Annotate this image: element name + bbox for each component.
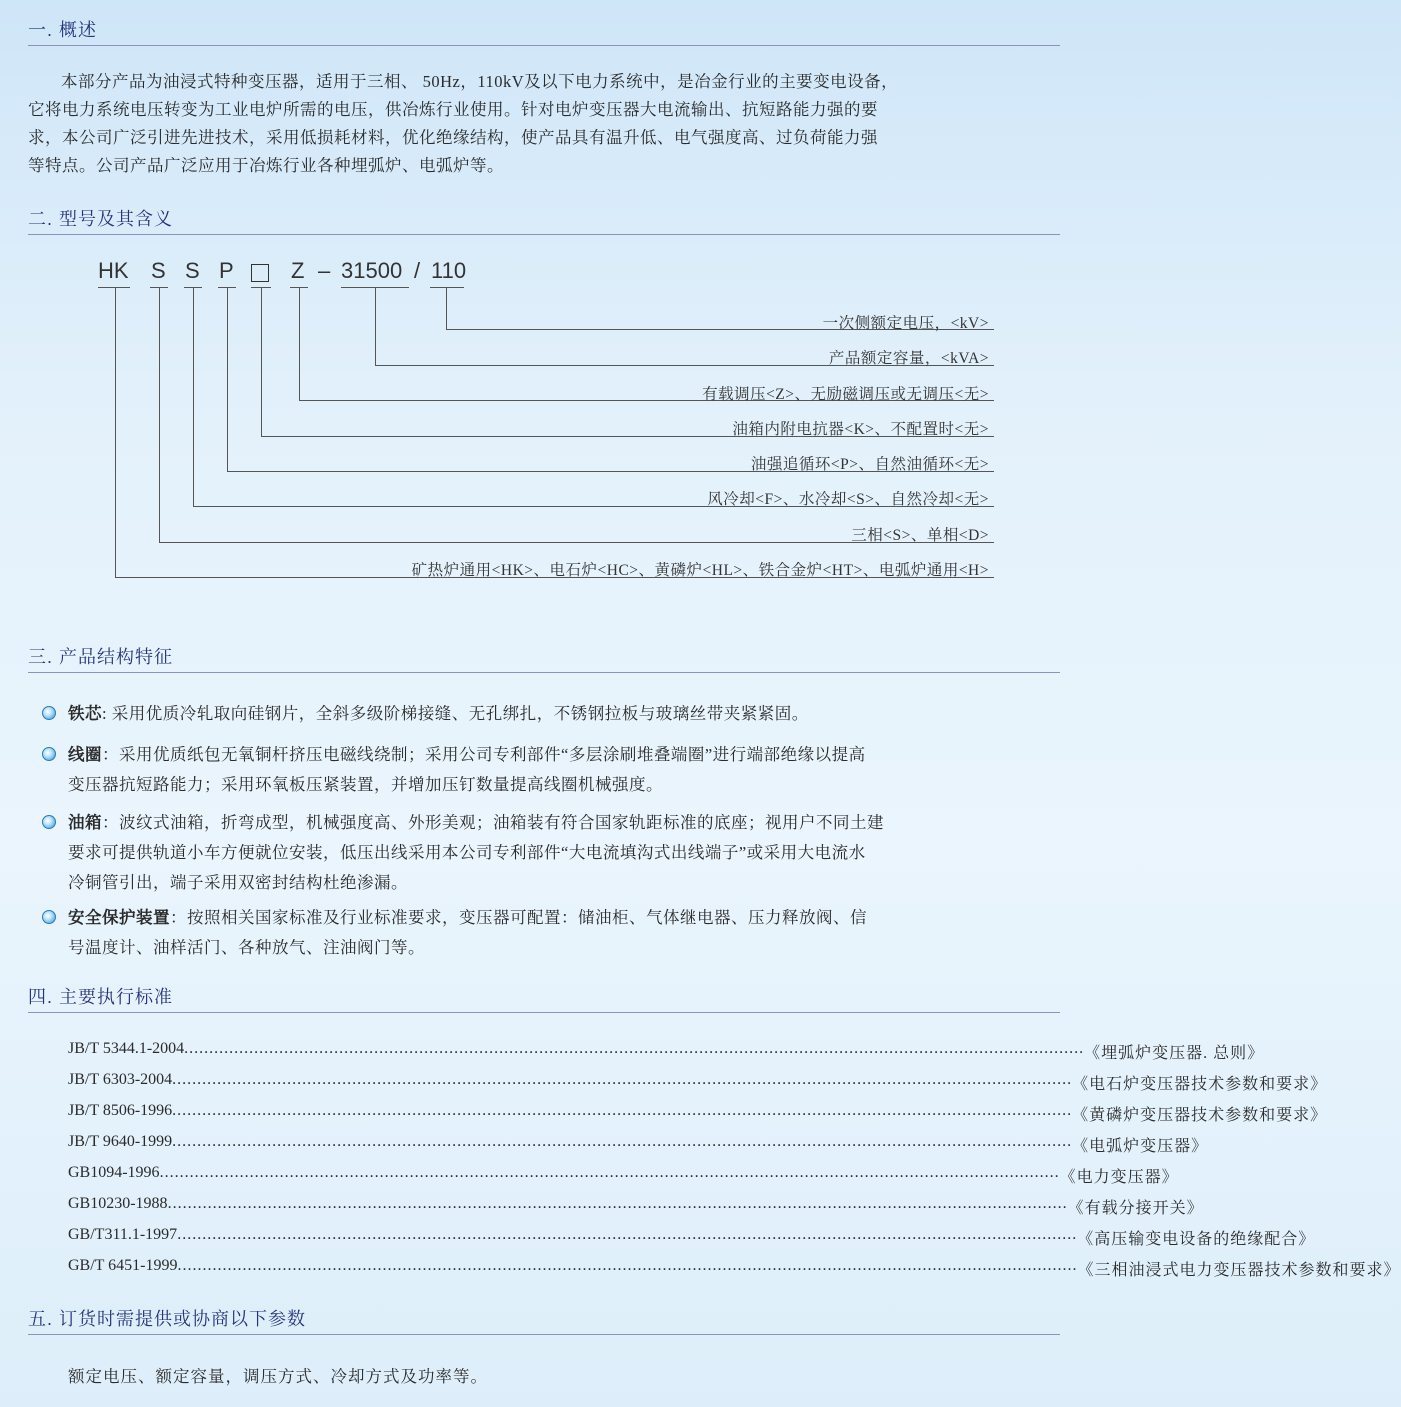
standard-title: 《埋弧炉变压器. 总则》 [1084,1045,1265,1062]
leader-dots: .................................................................................................................................................................................... [172,1102,1073,1119]
leader-vertical [159,288,160,542]
standard-code: GB/T 6451-1999 [68,1257,178,1274]
feature-tank [44,808,1060,898]
standard-row [68,1102,1328,1126]
feature-line: 采用优质冷轧取向硅钢片，全斜多级阶梯接缝、无孔绑扎，不锈钢拉板与玻璃丝带夹紧紧固。 [111,704,809,723]
standard-code: JB/T 8506-1996 [68,1102,173,1119]
overview-line: 它将电力系统电压转变为工业电炉所需的电压，供冶炼行业使用。针对电炉变压器大电流输出、抗短路能力强的要 [28,100,878,119]
code-z: Z [291,258,305,283]
code-slash: / [414,258,421,283]
feature-line: 冷铜管引出，端子采用双密封结构杜绝渗漏。 [68,873,408,892]
model-desc-capacity: 产品额定容量，<kVA> [828,350,989,367]
placeholder-box [251,264,269,282]
standard-title: 《有载分接开关》 [1067,1200,1204,1217]
section-heading-overview: 一. 概述 [28,16,1060,46]
model-diagram [0,0,1079,600]
standard-row [68,1195,1204,1219]
feature-line: 采用优质纸包无氧铜杆挤压电磁线绕制；采用公司专利部件“多层涂刷堆叠端圈”进行端部绝缘以提高 [119,745,866,764]
feature-sep: ： [102,813,119,832]
order-params-text: 额定电压、额定容量，调压方式、冷却方式及功率等。 [68,1367,488,1386]
feature-label: 线圈 [68,746,102,764]
bullet-icon [42,815,56,829]
leader-dots: .................................................................................................................................................................................... [184,1040,1085,1057]
model-desc-cooling: 风冷却<F>、水冷却<S>、自然冷却<无> [707,491,989,508]
feature-line: 号温度计、油样活门、各种放气、注油阀门等。 [68,938,425,957]
bullet-icon [42,747,56,761]
standard-code: GB10230-1988 [68,1195,168,1212]
standard-code: GB/T311.1-1997 [68,1226,178,1243]
leader-vertical [375,288,376,365]
feature-sep: ： [170,908,187,927]
feature-label: 铁芯 [68,705,102,723]
leader-vertical [193,288,194,506]
leader-dots: .................................................................................................................................................................................... [177,1257,1078,1274]
leader-dots: .................................................................................................................................................................................... [172,1133,1073,1150]
standard-title: 《电弧炉变压器》 [1072,1138,1209,1155]
section-heading-model: 二. 型号及其含义 [28,205,1060,235]
code-capacity: 31500 [341,258,403,283]
model-desc-furnace-type: 矿热炉通用<HK>、电石炉<HC>、黄磷炉<HL>、铁合金炉<HT>、电弧炉通用<H> [411,562,989,579]
feature-coil [44,740,1060,800]
feature-line: 按照相关国家标准及行业标准要求，变压器可配置：储油柜、气体继电器、压力释放阀、信 [187,908,867,927]
standard-title: 《三相油浸式电力变压器技术参数和要求》 [1077,1262,1401,1279]
standard-row [68,1040,1265,1064]
feature-core [44,699,1060,729]
standard-title: 《黄磷炉变压器技术参数和要求》 [1072,1107,1328,1124]
standard-row [68,1133,1209,1157]
section-heading-structure: 三. 产品结构特征 [28,643,1060,673]
feature-sep: ： [102,745,119,764]
model-desc-voltage: 一次侧额定电压，<kV> [822,315,989,332]
standard-row [68,1257,1401,1281]
section-heading-standards: 四. 主要执行标准 [28,983,1060,1013]
standard-row [68,1164,1179,1188]
standard-code: JB/T 5344.1-2004 [68,1040,185,1057]
leader-dots: .................................................................................................................................................................................... [159,1164,1060,1181]
leader-dots: .................................................................................................................................................................................... [172,1071,1073,1088]
model-desc-oil-circulation: 油强追循环<P>、自然油循环<无> [750,456,989,473]
feature-label: 安全保护装置 [68,909,170,927]
feature-label: 油箱 [68,814,102,832]
underline [98,287,130,288]
model-desc-reactor: 油箱内附电抗器<K>、不配置时<无> [732,421,989,438]
section-heading-order-params: 五. 订货时需提供或协商以下参数 [28,1305,1060,1335]
standard-title: 《电石炉变压器技术参数和要求》 [1072,1076,1328,1093]
bullet-icon [42,706,56,720]
feature-protection [44,903,1060,963]
code-s2: S [185,258,200,283]
leader-vertical [261,288,262,436]
feature-line: 要求可提供轨道小车方便就位安装，低压出线采用本公司专利部件“大电流填沟式出线端子”或采用大电流水 [68,843,866,862]
standard-code: GB1094-1996 [68,1164,160,1181]
code-p: P [219,258,234,283]
code-voltage: 110 [431,258,467,283]
standard-title: 《电力变压器》 [1059,1169,1179,1186]
bullet-icon [42,910,56,924]
model-desc-phase: 三相<S>、单相<D> [851,527,989,544]
standard-title: 《高压输变电设备的绝缘配合》 [1077,1231,1316,1248]
feature-line: 波纹式油箱，折弯成型，机械强度高、外形美观；油箱装有符合国家轨距标准的底座；视用户不同土建 [119,813,884,832]
overview-line: 本部分产品为油浸式特种变压器，适用于三相、 50Hz，110kV及以下电力系统中，是冶金行业的主要变电设备， [61,72,899,91]
overview-line: 等特点。公司产品广泛应用于冶炼行业各种埋弧炉、电弧炉等。 [28,156,504,175]
leader-vertical [227,288,228,471]
feature-sep: : [102,704,112,723]
leader-vertical [446,288,447,329]
standard-row [68,1226,1316,1250]
standard-code: JB/T 6303-2004 [68,1071,173,1088]
leader-dots: .................................................................................................................................................................................... [177,1226,1078,1243]
leader-dots: .................................................................................................................................................................................... [167,1195,1068,1212]
standard-row [68,1071,1328,1095]
overview-line: 求，本公司广泛引进先进技术，采用低损耗材料，优化绝缘结构，使产品具有温升低、电气强度高、过负荷能力强 [28,128,878,147]
standard-code: JB/T 9640-1999 [68,1133,173,1150]
code-box [251,262,269,288]
leader-vertical [299,288,300,400]
leader-vertical [115,288,116,577]
feature-line: 变压器抗短路能力；采用环氧板压紧装置，并增加压钉数量提高线圈机械强度。 [68,775,663,794]
code-s1: S [151,258,166,283]
model-desc-regulation: 有载调压<Z>、无励磁调压或无调压<无> [702,386,989,403]
code-dash: – [318,258,331,283]
code-hk: HK [98,258,129,283]
